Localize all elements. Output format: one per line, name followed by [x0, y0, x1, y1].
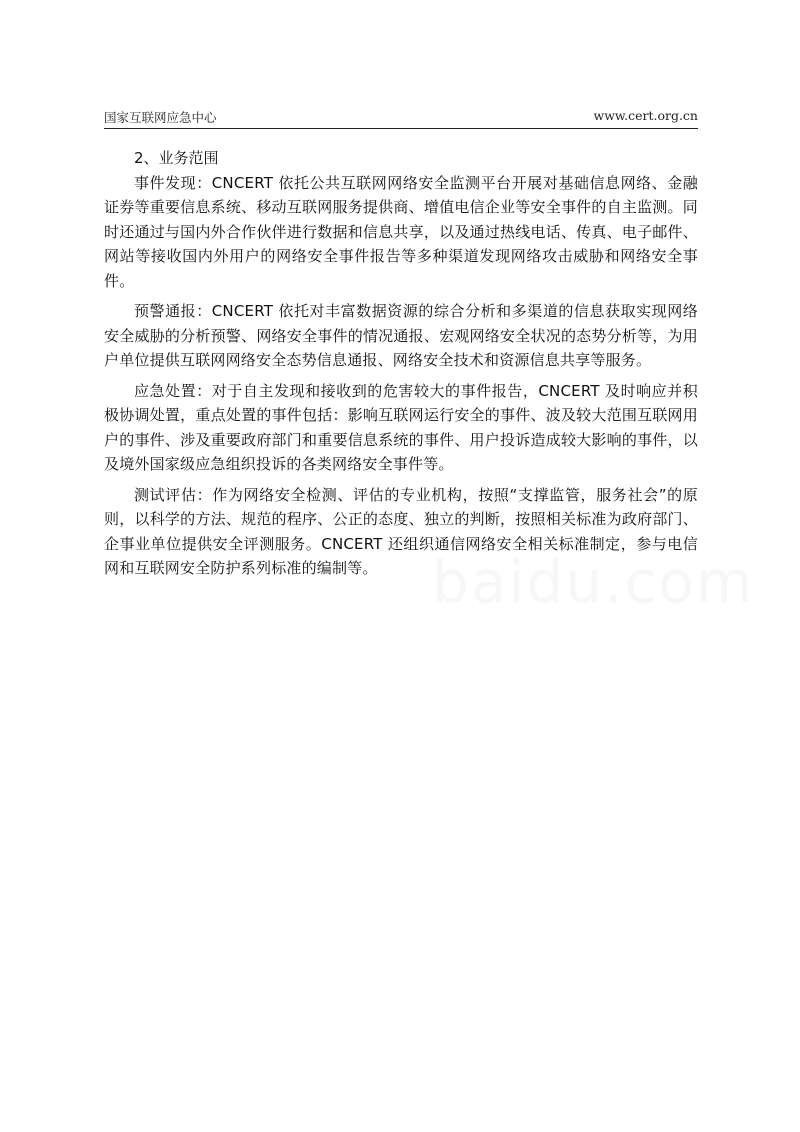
paragraph-test-evaluation: 测试评估：作为网络安全检测、评估的专业机构，按照“支撑监管，服务社会”的原则，以科学的方法、规范的程序、公正的态度、独立的判断，按照相关标准为政府部门、企事业单位提供安全评测服务。CNCERT 还组织通信网络安全相关标准制定，参与电信网和互联网安全防护系列标准的编制等。	[104, 485, 698, 577]
paragraph-emergency-response: 应急处置：对于自主发现和接收到的危害较大的事件报告，CNCERT 及时响应并积极协调处置，重点处置的事件包括：影响互联网运行安全的事件、波及较大范围互联网用户的事件、涉及重要政府部门和重要信息系统的事件、用户投诉造成较大影响的事件，以及境外国家级应急组织投诉的各类网络安全事件等。	[104, 381, 698, 473]
watermark: baidu.com	[432, 548, 755, 616]
header-url: www.cert.org.cn	[593, 108, 698, 123]
page-header	[104, 108, 698, 129]
paragraph-early-warning: 预警通报：CNCERT 依托对丰富数据资源的综合分析和多渠道的信息获取实现网络安全威胁的分析预警、网络安全事件的情况通报、宏观网络安全状况的态势分析等，为用户单位提供互联网网络安全态势信息通报、网络安全技术和资源信息共享等服务。	[104, 302, 698, 369]
paragraph-event-discovery: 事件发现：CNCERT 依托公共互联网网络安全监测平台开展对基础信息网络、金融证券等重要信息系统、移动互联网服务提供商、增值电信企业等安全事件的自主监测。同时还通过与国内外合作伙伴进行数据和信息共享，以及通过热线电话、传真、电子邮件、网站等接收国内外用户的网络安全事件报告等多种渠道发现网络攻击威胁和网络安全事件。	[104, 173, 698, 290]
header-org-name: 国家互联网应急中心	[104, 110, 217, 125]
document-body	[104, 146, 698, 581]
section-title: 2、业务范围	[134, 149, 219, 167]
